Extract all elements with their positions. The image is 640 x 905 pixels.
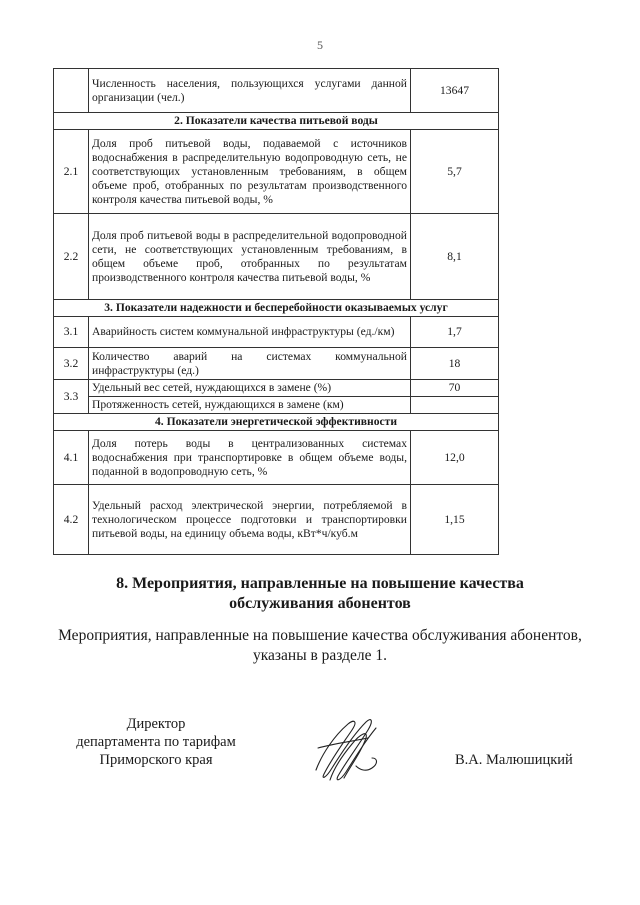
row-value: 18 <box>411 348 499 380</box>
row-number <box>54 69 89 113</box>
row-value <box>411 397 499 414</box>
table-row <box>54 317 499 348</box>
metrics-table <box>53 68 499 555</box>
row-number: 4.1 <box>54 431 89 485</box>
section-heading <box>0 574 640 614</box>
table-row <box>54 69 499 113</box>
row-description: Доля проб питьевой воды в распределительной водопроводной сети, не соответствующих установленным требованиям, в общем объеме проб, отобранных по результатам производственного контроля качества питьевой воды, % <box>89 214 411 300</box>
row-description: Доля проб питьевой воды, подаваемой с источников водоснабжения в распределительную водопроводную сеть, не соответствующих установленным требованиям, в общем объеме проб, отобранных по результатам производственного контроля качества питьевой воды, % <box>89 130 411 214</box>
section-row <box>54 300 499 317</box>
section-title: 3. Показатели надежности и бесперебойности оказываемых услуг <box>54 300 499 317</box>
row-number: 4.2 <box>54 485 89 555</box>
row-description: Численность населения, пользующихся услугами данной организации (чел.) <box>89 69 411 113</box>
row-value: 70 <box>411 380 499 397</box>
signatory-region: Приморского края <box>99 752 213 768</box>
row-description: Доля потерь воды в централизованных системах водоснабжения при транспортировке в общем объеме воды, поданной в водопроводную сеть, % <box>89 431 411 485</box>
row-number: 3.3 <box>54 380 89 414</box>
signatory-title <box>56 715 256 769</box>
row-value: 5,7 <box>411 130 499 214</box>
row-number: 2.1 <box>54 130 89 214</box>
heading-line: обслуживания абонентов <box>229 595 411 612</box>
row-value: 1,15 <box>411 485 499 555</box>
signatory-position: Директор <box>126 716 186 732</box>
row-number: 3.2 <box>54 348 89 380</box>
row-value: 13647 <box>411 69 499 113</box>
section-row <box>54 113 499 130</box>
row-description: Количество аварий на системах коммунальной инфраструктуры (ед.) <box>89 348 411 380</box>
signatory-name: В.А. Малюшицкий <box>455 752 573 768</box>
section-title: 4. Показатели энергетической эффективности <box>54 414 499 431</box>
table-row <box>54 431 499 485</box>
heading-line: 8. Мероприятия, направленные на повышение качества <box>116 575 524 592</box>
page-number: 5 <box>317 38 323 52</box>
row-number: 2.2 <box>54 214 89 300</box>
table-row <box>54 485 499 555</box>
row-value: 12,0 <box>411 431 499 485</box>
section-title: 2. Показатели качества питьевой воды <box>54 113 499 130</box>
row-value: 8,1 <box>411 214 499 300</box>
table-row <box>54 214 499 300</box>
row-description: Удельный расход электрической энергии, потребляемой в технологическом процессе подготовки и транспортировки питьевой воды, на единицу объема воды, кВт*ч/куб.м <box>89 485 411 555</box>
row-description: Протяженность сетей, нуждающихся в замене (км) <box>89 397 411 414</box>
row-number: 3.1 <box>54 317 89 348</box>
table-row <box>54 348 499 380</box>
section-paragraph: Мероприятия, направленные на повышение качества обслуживания абонентов, указаны в разделе 1. <box>58 627 582 664</box>
row-description: Аварийность систем коммунальной инфраструктуры (ед./км) <box>89 317 411 348</box>
section-row <box>54 414 499 431</box>
handwritten-signature <box>308 708 388 788</box>
table-row <box>54 380 499 397</box>
table-row <box>54 130 499 214</box>
table-row <box>54 397 499 414</box>
row-description: Удельный вес сетей, нуждающихся в замене (%) <box>89 380 411 397</box>
signatory-department: департамента по тарифам <box>76 734 236 750</box>
row-value: 1,7 <box>411 317 499 348</box>
